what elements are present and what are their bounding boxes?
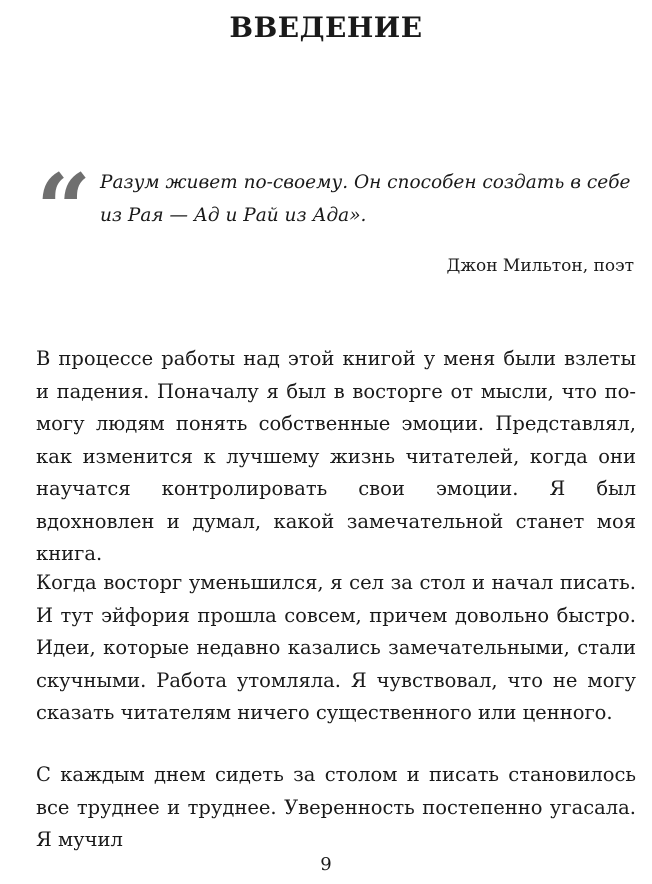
- quote-mark-icon: “: [36, 153, 92, 266]
- body-paragraph: В процессе работы над этой книгой у меня были взлеты и падения. Поначалу я был в восторге от мысли, что помогу людям понять собственные эмоции. Представлял, как изменится к лучшему жизнь читателей, когда они научатся контролировать свои эмоции. Я был вдохновлен и думал, какой замечательной станет моя книга.: [36, 347, 636, 565]
- epigraph-text: Разум живет по-своему. Он способен создать в себе из Рая — Ад и Рай из Ада».: [100, 172, 631, 226]
- epigraph-author: Джон Мильтон, поэт: [446, 256, 634, 276]
- body-paragraph: С каждым днем сидеть за столом и писать становилось все труднее и труднее. Уверенность постепенно угасала. Я мучил: [36, 763, 636, 851]
- chapter-title: ВВЕДЕНИЕ: [229, 11, 423, 44]
- body-paragraph: Когда восторг уменьшился, я сел за стол и начал писать. И тут эйфория прошла совсем, причем довольно быстро. Идеи, которые недавно казались замечательными, стали скучными. Работа утомляла. Я чувствовал, что не могу сказать читателям ничего существенного или ценного.: [36, 571, 636, 724]
- page-number: 9: [320, 854, 332, 875]
